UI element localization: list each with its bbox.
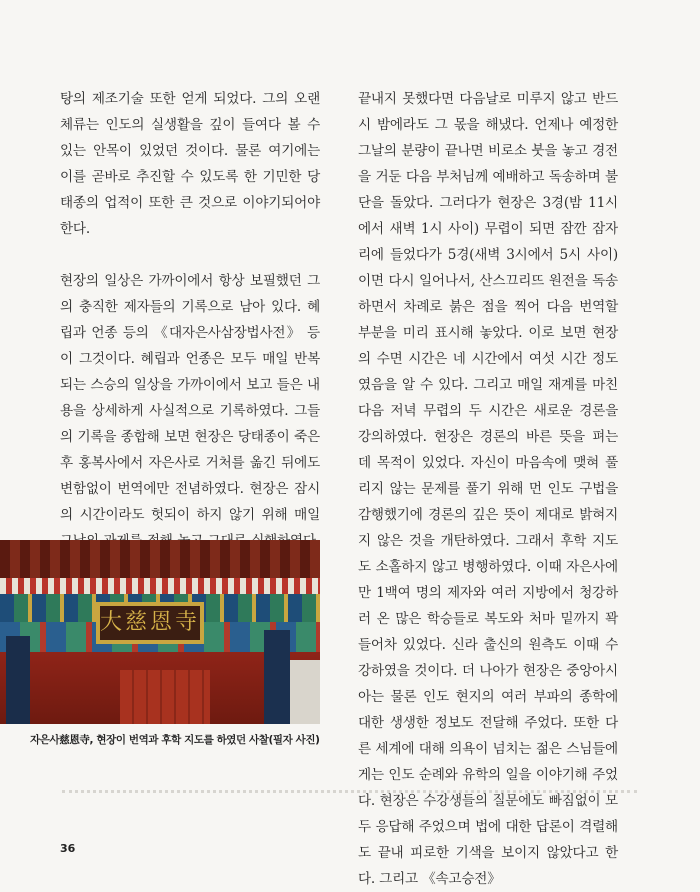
temple-plaque: 大慈恩寺 xyxy=(96,602,204,644)
footer-divider xyxy=(62,790,637,793)
paragraph: 현장의 일상은 가까이에서 항상 보필했던 그의 충직한 제자들의 기록으로 남아 있다. 혜립과 언종 등의 《대자은사삼장법사전》 등이 그것이다. 혜립과 언종은 모두 매일 반복되는 스승의 일상을 가까이에서 보고 들은 내용을 상세하게 사실적으로 기록하였다. 그들의 기록을 종합해 보면 현장은 당태종이 죽은 후 홍복사에서 자은사로 거처를 옮긴 뒤에도 변함없이 번역에만 전념하였다. 현장은 잠시의 시간이라도 헛되이 하지 않기 위해 매일 xyxy=(60,273,320,523)
page-number: 36 xyxy=(60,842,76,855)
paragraph: 탕의 제조기술 또한 얻게 되었다. 그의 오랜 체류는 인도의 실생활을 깊이 들여다 볼 수 있는 안목이 있었던 것이다. 물론 여기에는 이를 곧바로 추진할 수 있도록 한 기민한 당태종의 업적이 또한 큰 것으로 이야기되어야 한다. xyxy=(60,91,320,237)
photo-caption: 자은사慈恩寺, 현장이 번역과 후학 지도를 하였던 사찰(필자 사진) xyxy=(30,734,320,746)
pillar xyxy=(264,630,290,724)
pillar xyxy=(6,636,30,724)
temple-photo xyxy=(0,540,320,724)
temple-door xyxy=(120,670,210,724)
left-column xyxy=(60,86,320,606)
roof-edge xyxy=(0,578,320,594)
sky-patch xyxy=(290,660,320,724)
paragraph: 끝내지 못했다면 다음날로 미루지 않고 반드시 밤에라도 그 몫을 해냈다. 언제나 예정한 그날의 분량이 끝나면 비로소 붓을 놓고 경전을 거둔 다음 부처님께 예배하고 독송하며 불단을 돌았다. 그러다가 현장은 3경(밤 11시에서 새벽 1시 사이) 무렵이 되면 잠깐 잠자리에 들었다가 5경(새벽 3시에서 5시 사이)이면 다시 일어나서, 산스끄리뜨 원전을 독송하면서 차례로 붉은 점을 찍어 다음 번역할 부분을 미리 표시해 놓았다. 이로 보면 현장의 수면 시간은 네 시간에서 여섯 시간 정도였음을 알 수 있다. 그리고 매일 재계를 마친 다음 저녁 무렵의 두 시간은 새로운 경론을 강의하였다. 현장은 경론의 바른 뜻을 펴는 데 목적이 있었다. 자신이 마음속에 맺혀 풀리지 않는 문제를 풀기 위해 먼 인도 구법을 감행했기에 경론의 깊은 뜻이 제대로 밝혀지지 않은 것을 개탄하였다. 그래서 후학 지도도 소홀하지 않고 병행하였다. 이때 자은사에만 1백여 명의 제자와 여러 지방에서 청강하러 온 많은 학승들로 복도와 처마 밑까지 꽉 들어차 있었다. 신라 출신의 원측도 이때 수강하였을 것이다. 더 나아가 현장은 중앙아시아는 물론 인도 현지의 여러 부파의 종학에 대한 생생한 정보도 전달해 주었다. 또한 다른 세계에 대해 의욕이 넘치는 젊은 스님들에게는 인도 순례와 유학의 일을 이야기해 주었다. 현장은 수강생들의 질문에도 빠짐없이 모두 응답해 주었으며 법에 대한 답론이 격렬해도 끝내 피로한 기색을 보이지 않았다고 한다. 그리고 《속고승전》 xyxy=(358,91,618,887)
right-column xyxy=(358,86,618,892)
roof-tiles xyxy=(0,540,320,580)
